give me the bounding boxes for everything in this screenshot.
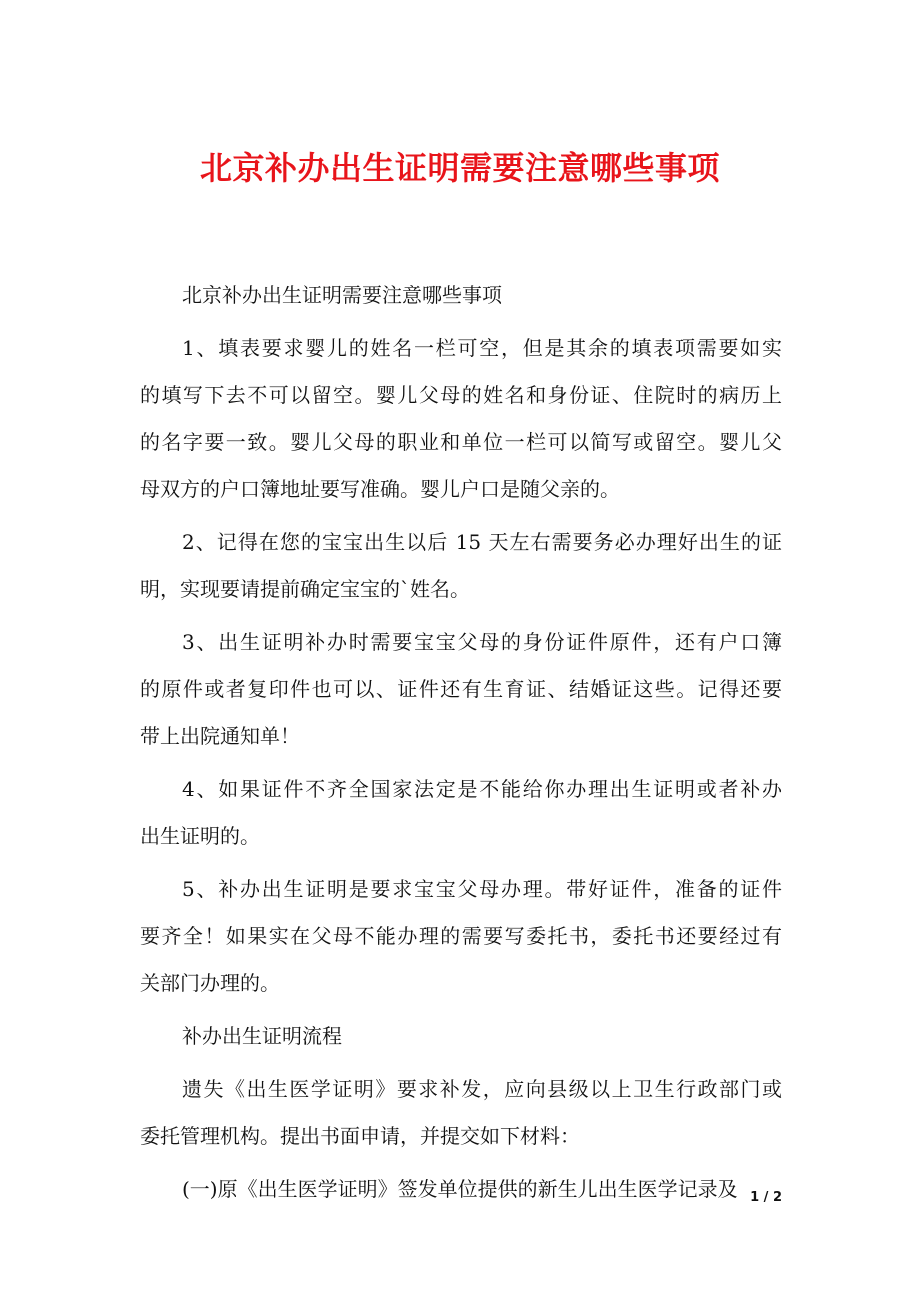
page-number: 1 / 2	[750, 1190, 782, 1205]
paragraph-line: 4、如果证件不齐全国家法定是不能给你办理出生证明或者补办	[182, 777, 782, 801]
paragraph-line: 北京补办出生证明需要注意哪些事项	[182, 283, 502, 307]
document-body	[140, 272, 782, 1219]
paragraph-line: 关部门办理的。	[140, 971, 280, 995]
paragraph-line: 3、出生证明补办时需要宝宝父母的身份证件原件，还有户口簿	[182, 630, 782, 654]
paragraph-line: 带上出院通知单！	[140, 724, 300, 748]
paragraph-line: 的填写下去不可以留空。婴儿父母的姓名和身份证、住院时的病历上	[140, 383, 782, 407]
paragraph-line: 要齐全！如果实在父母不能办理的需要写委托书，委托书还要经过有	[140, 924, 782, 948]
paragraph	[140, 1166, 782, 1213]
paragraph	[140, 866, 782, 1007]
paragraph-line: 母双方的户口簿地址要写准确。婴儿户口是随父亲的。	[140, 477, 620, 501]
paragraph	[140, 519, 782, 613]
paragraph	[140, 1013, 782, 1060]
paragraph-line: 出生证明的。	[140, 824, 260, 848]
paragraph	[140, 1066, 782, 1160]
paragraph-line: 1、填表要求婴儿的姓名一栏可空，但是其余的填表项需要如实	[182, 336, 782, 360]
paragraph-line: (一)原《出生医学证明》签发单位提供的新生儿出生医学记录及	[182, 1177, 738, 1201]
paragraph-line: 5、补办出生证明是要求宝宝父母办理。带好证件，准备的证件	[182, 877, 782, 901]
paragraph-line: 委托管理机构。提出书面申请，并提交如下材料：	[140, 1124, 580, 1148]
paragraph-line: 的原件或者复印件也可以、证件还有生育证、结婚证这些。记得还要	[140, 677, 782, 701]
paragraph-line: 2、记得在您的宝宝出生以后 15 天左右需要务必办理好出生的证	[182, 530, 782, 554]
paragraph-line: 遗失《出生医学证明》要求补发，应向县级以上卫生行政部门或	[182, 1077, 782, 1101]
paragraph	[140, 272, 782, 319]
document-title: 北京补办出生证明需要注意哪些事项	[199, 149, 720, 187]
paragraph	[140, 325, 782, 513]
paragraph-line: 补办出生证明流程	[182, 1024, 342, 1048]
paragraph-line: 的名字要一致。婴儿父母的职业和单位一栏可以简写或留空。婴儿父	[140, 430, 782, 454]
paragraph	[140, 619, 782, 760]
paragraph-line: 明，实现要请提前确定宝宝的`姓名。	[140, 577, 470, 601]
paragraph	[140, 766, 782, 860]
